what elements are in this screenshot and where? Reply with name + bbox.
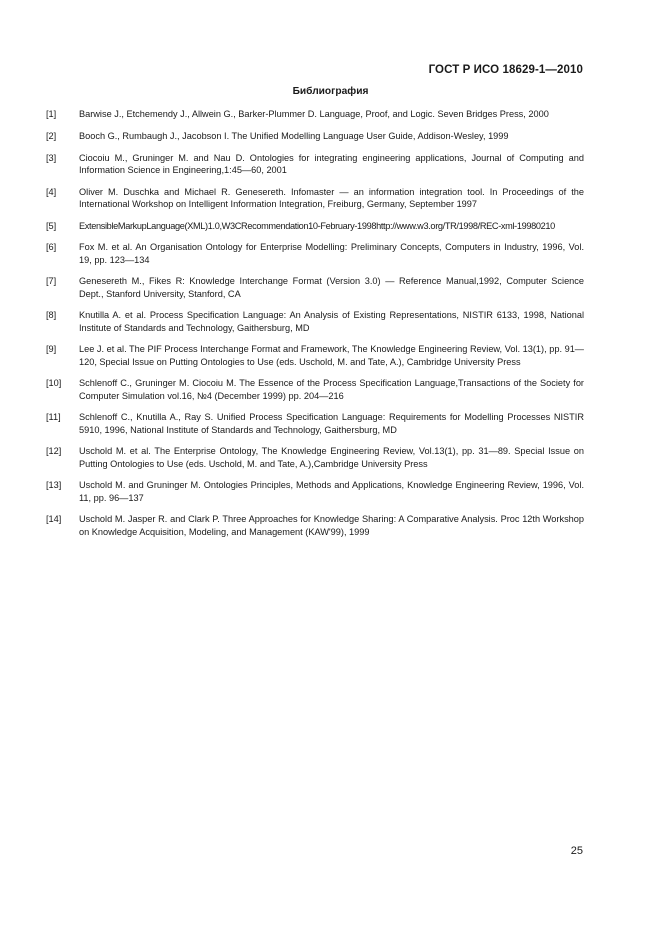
reference-number: [6] [46,242,57,253]
bibliography-item [46,130,584,142]
reference-text: Booch G., Rumbaugh J., Jacobson I. The Unified Modelling Language User Guide, Addison-Wesley, 1999 [79,130,509,141]
bibliography-item [46,377,584,401]
reference-text: Oliver M. Duschka and Michael R. Genesereth. Infomaster — an information integration tool. In Proceedings of the International Workshop on Intelligent Information Integration, Freiburg, Germany, September 1997 [79,186,584,209]
reference-text: Ciocoiu M., Gruninger M. and Nau D. Ontologies for integrating engineering applications, Journal of Computing and Information Science in Engineering,1:45—60, 2001 [79,152,584,175]
reference-text: Uschold M. and Gruninger M. Ontologies Principles, Methods and Applications, Knowledge Engineering Review, 1996, Vol. 11, pp. 96—137 [79,480,584,503]
bibliography-item [46,479,584,503]
reference-text: Uschold M. Jasper R. and Clark P. Three Approaches for Knowledge Sharing: A Comparative Analysis. Proc 12th Workshop on Knowledge Acquisition, Modeling, and Management (KAW'99), 1999 [79,514,584,537]
reference-number: [1] [46,109,57,119]
section-title: Библиография [292,86,369,97]
bibliography-item [46,411,584,435]
reference-number: [2] [46,130,57,141]
document-id-header: ГОСТ Р ИСО 18629-1—2010 [428,64,583,76]
reference-number: [8] [46,310,57,321]
reference-text: Schlenoff C., Knutilla A., Ray S. Unified Process Specification Language: Requirements for Modelling Processes NISTIR 5910, 1996, National Institute of Standards and Technology, Gaithersburg, MD [79,412,584,435]
reference-number: [4] [46,186,57,197]
bibliography-item [46,513,584,537]
reference-text: Fox M. et al. An Organisation Ontology for Enterprise Modelling: Preliminary Concepts, Computers in Industry, 1996, Vol. 19, pp. 123—134 [79,242,584,265]
bibliography-item [46,445,584,469]
bibliography-item [46,108,584,120]
reference-number: [10] [46,378,62,389]
bibliography-list [46,108,584,547]
reference-number: [5] [46,220,57,231]
reference-number: [9] [46,344,57,355]
reference-number: [7] [46,276,57,287]
reference-text: ExtensibleMarkupLanguage(XML)1.0,W3CRecommendation10-February-1998http://www.w3.org/TR/1998/REC-xml-19980210 [79,220,555,231]
bibliography-item [46,309,584,333]
reference-number: [3] [46,152,57,163]
reference-number: [14] [46,514,62,525]
reference-text: Knutilla A. et al. Process Specification Language: An Analysis of Existing Representations, NISTIR 6133, 1998, National Institute of Standards and Technology, Gaithersburg, MD [79,310,584,333]
reference-text: Lee J. et al. The PIF Process Interchange Format and Framework, The Knowledge Engineering Review, Vol. 13(1), pp. 91—120, Special Issue on Putting Ontologies to Use (eds. Uschold, M. and Tate, A.), Cambridge University Press [79,344,584,367]
reference-number: [12] [46,446,62,457]
bibliography-item [46,186,584,210]
reference-text: Genesereth M., Fikes R: Knowledge Interchange Format (Version 3.0) — Reference Manual,1992, Computer Science Dept., Stanford University, Stanford, CA [79,276,584,299]
reference-text: Uschold M. et al. The Enterprise Ontology, The Knowledge Engineering Review, Vol.13(1), pp. 31—89. Special Issue on Putting Ontologies to Use (eds. Uschold, M. and Tate, A.),Cambridge University Press [79,446,584,469]
bibliography-item [46,275,584,299]
reference-text: Barwise J., Etchemendy J., Allwein G., Barker-Plummer D. Language, Proof, and Logic. Seven Bridges Press, 2000 [79,109,549,119]
bibliography-item [46,343,584,367]
bibliography-item [46,220,584,232]
reference-number: [13] [46,480,62,491]
reference-text: Schlenoff C., Gruninger M. Ciocoiu M. The Essence of the Process Specification Language,Transactions of the Society for Computer Simulation vol.16, №4 (December 1999) pp. 204—216 [79,378,584,401]
bibliography-item [46,241,584,265]
bibliography-item [46,152,584,176]
page-number: 25 [570,845,583,857]
reference-number: [11] [46,412,61,423]
